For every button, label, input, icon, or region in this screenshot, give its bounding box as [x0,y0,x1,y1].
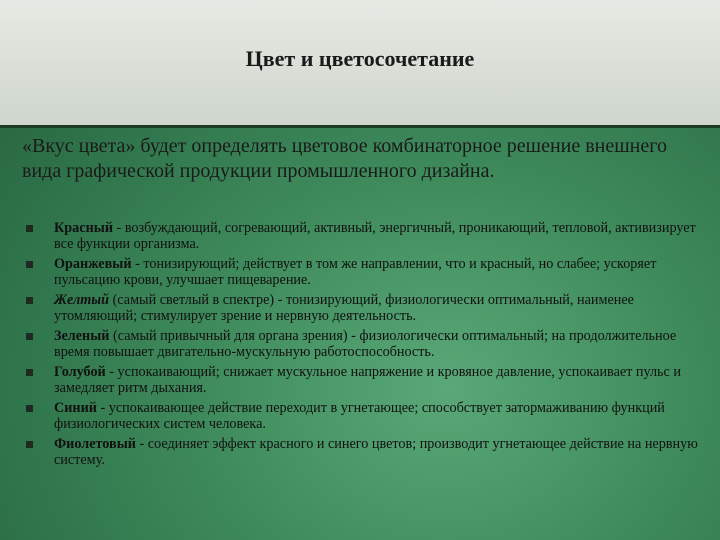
item-text: - успокаивающий; снижает мускульное напряжение и кровяное давление, успокаивает пульс и замедляет ритм дыхания. [54,364,681,396]
list-item [24,257,704,288]
item-term: Зеленый [54,328,110,344]
item-text: (самый светлый в спектре) - тонизирующий, физиологически оптимальный, наименее утомляющий; стимулирует зрение и нервную деятельность. [54,292,634,324]
bullet-square-icon [26,297,33,304]
intro-paragraph: «Вкус цвета» будет определять цветовое комбинаторное решение внешнего вида графической продукции промышленного дизайна. [22,135,667,182]
list-item [24,365,704,396]
item-text: (самый привычный для органа зрения) - физиологически оптимальный; на продолжительное время повышает двигательно-мускульную работоспособность. [54,328,677,360]
item-term: Фиолетовый [54,436,136,452]
item-term: Желтый [54,292,110,308]
bullet-square-icon [26,441,33,448]
color-list [24,221,704,473]
item-text: - возбуждающий, согревающий, активный, энергичный, проникающий, тепловой, активизирует все функции организма. [54,220,696,252]
item-text: - тонизирующий; действует в том же направлении, что и красный, но слабее; ускоряет пульсацию крови, улучшает пищеварение. [54,256,657,288]
list-item [24,221,704,252]
title-divider [0,125,720,128]
item-text: - соединяет эффект красного и синего цветов; производит угнетающее действие на нервную систему. [54,436,698,468]
item-term: Голубой [54,364,106,380]
item-term: Красный [54,220,113,236]
list-item [24,293,704,324]
bullet-square-icon [26,333,33,340]
item-text: - успокаивающее действие переходит в угнетающее; способствует затормаживанию функций физиологических систем человека. [54,400,665,432]
bullet-square-icon [26,225,33,232]
item-term: Оранжевый [54,256,132,272]
bullet-square-icon [26,369,33,376]
list-item [24,401,704,432]
list-item [24,437,704,468]
bullet-square-icon [26,261,33,268]
item-term: Синий [54,400,97,416]
slide-title: Цвет и цветосочетание [245,46,475,71]
list-item [24,329,704,360]
bullet-square-icon [26,405,33,412]
